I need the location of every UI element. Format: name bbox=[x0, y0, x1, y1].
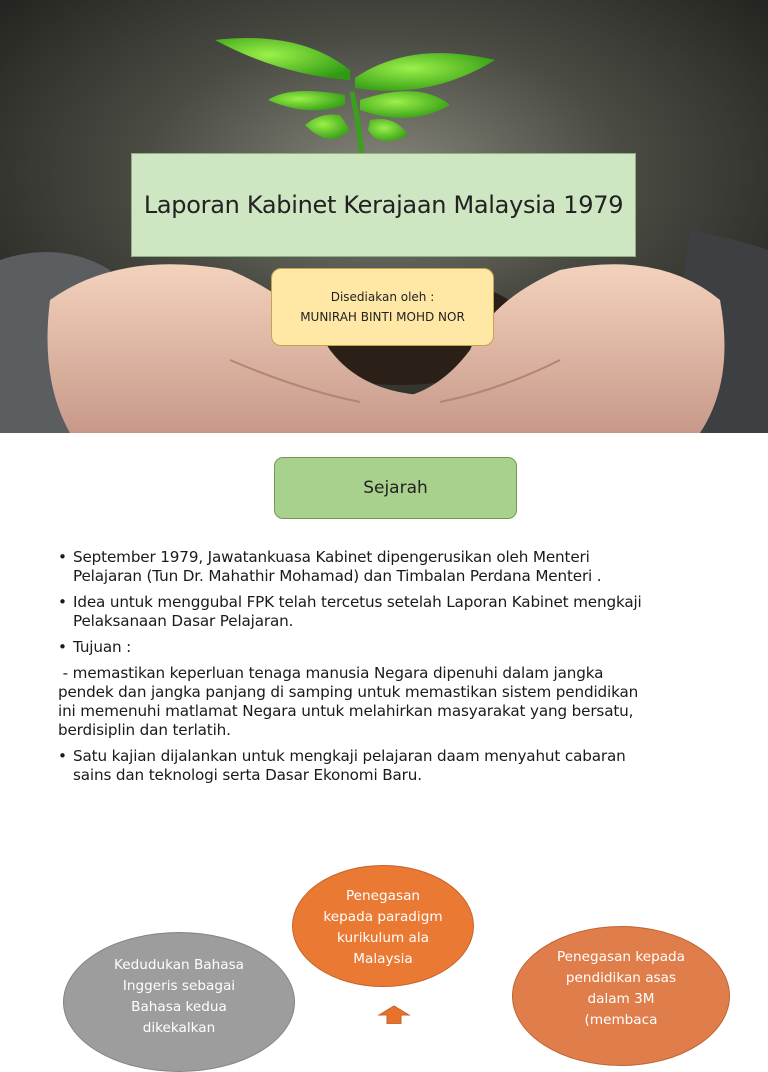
author-name: MUNIRAH BINTI MOHD NOR bbox=[300, 310, 465, 324]
node-text-line: Malaysia bbox=[353, 951, 413, 967]
bullet-item bbox=[58, 747, 738, 785]
bullet-text-line: Pelaksanaan Dasar Pelajaran. bbox=[73, 612, 294, 630]
purpose-line: pendek dan jangka panjang di samping untuk memastikan sistem pendidikan bbox=[58, 683, 639, 701]
bullet-marker: • bbox=[58, 548, 67, 566]
node-text-line: Penegasan bbox=[345, 888, 421, 904]
prepared-by-label: Disediakan oleh : bbox=[330, 290, 435, 304]
diagram-node-curriculum bbox=[292, 865, 474, 987]
cover-slide bbox=[0, 0, 768, 433]
section-heading: Sejarah bbox=[363, 478, 428, 498]
purpose-line: ini memenuhi matlamat Negara untuk melahirkan masyarakat yang bersatu, bbox=[58, 702, 634, 720]
bullet-item bbox=[58, 638, 738, 657]
node-text-line: Inggeris sebagai bbox=[122, 978, 236, 994]
node-text-line: Kedudukan Bahasa bbox=[113, 957, 244, 973]
bullet-marker: • bbox=[58, 593, 67, 611]
purpose-paragraph bbox=[58, 664, 738, 740]
bullet-text-line: Satu kajian dijalankan untuk mengkaji pelajaran daam menyahut cabaran bbox=[73, 747, 626, 765]
section-content bbox=[58, 548, 738, 792]
title-box bbox=[131, 153, 636, 257]
author-box bbox=[271, 268, 494, 346]
presentation-title: Laporan Kabinet Kerajaan Malaysia 1979 bbox=[143, 191, 624, 219]
bullet-text-line: Tujuan : bbox=[73, 638, 132, 656]
bullet-marker: • bbox=[58, 638, 67, 656]
node-text-line: (membaca bbox=[584, 1012, 658, 1028]
bullet-text-line: September 1979, Jawatankuasa Kabinet dipengerusikan oleh Menteri bbox=[73, 548, 590, 566]
diagram-node-english-language bbox=[63, 932, 295, 1072]
node-text-line: dalam 3M bbox=[587, 991, 655, 1007]
purpose-line: - memastikan keperluan tenaga manusia Negara dipenuhi dalam jangka bbox=[58, 664, 604, 682]
bullet-text-line: Idea untuk menggubal FPK telah tercetus setelah Laporan Kabinet mengkaji bbox=[73, 593, 642, 611]
node-text-line: kurikulum ala bbox=[337, 930, 429, 946]
node-text-line: pendidikan asas bbox=[565, 970, 677, 986]
node-text-line: dikekalkan bbox=[142, 1020, 216, 1036]
diagram-node-basic-education bbox=[512, 926, 730, 1066]
bullet-marker: • bbox=[58, 747, 67, 765]
arrow-up-icon bbox=[377, 1003, 411, 1024]
bullet-text-line: sains dan teknologi serta Dasar Ekonomi Baru. bbox=[73, 766, 422, 784]
node-text-line: Penegasan kepada bbox=[556, 949, 686, 965]
node-text-line: Bahasa kedua bbox=[131, 999, 227, 1015]
node-text-line: kepada paradigm bbox=[323, 909, 443, 925]
purpose-line: berdisiplin dan terlatih. bbox=[58, 721, 231, 739]
bullet-item bbox=[58, 548, 738, 586]
bullet-item bbox=[58, 593, 738, 631]
bullet-text-line: Pelajaran (Tun Dr. Mahathir Mohamad) dan Timbalan Perdana Menteri . bbox=[73, 567, 602, 585]
section-heading-box bbox=[274, 457, 517, 519]
